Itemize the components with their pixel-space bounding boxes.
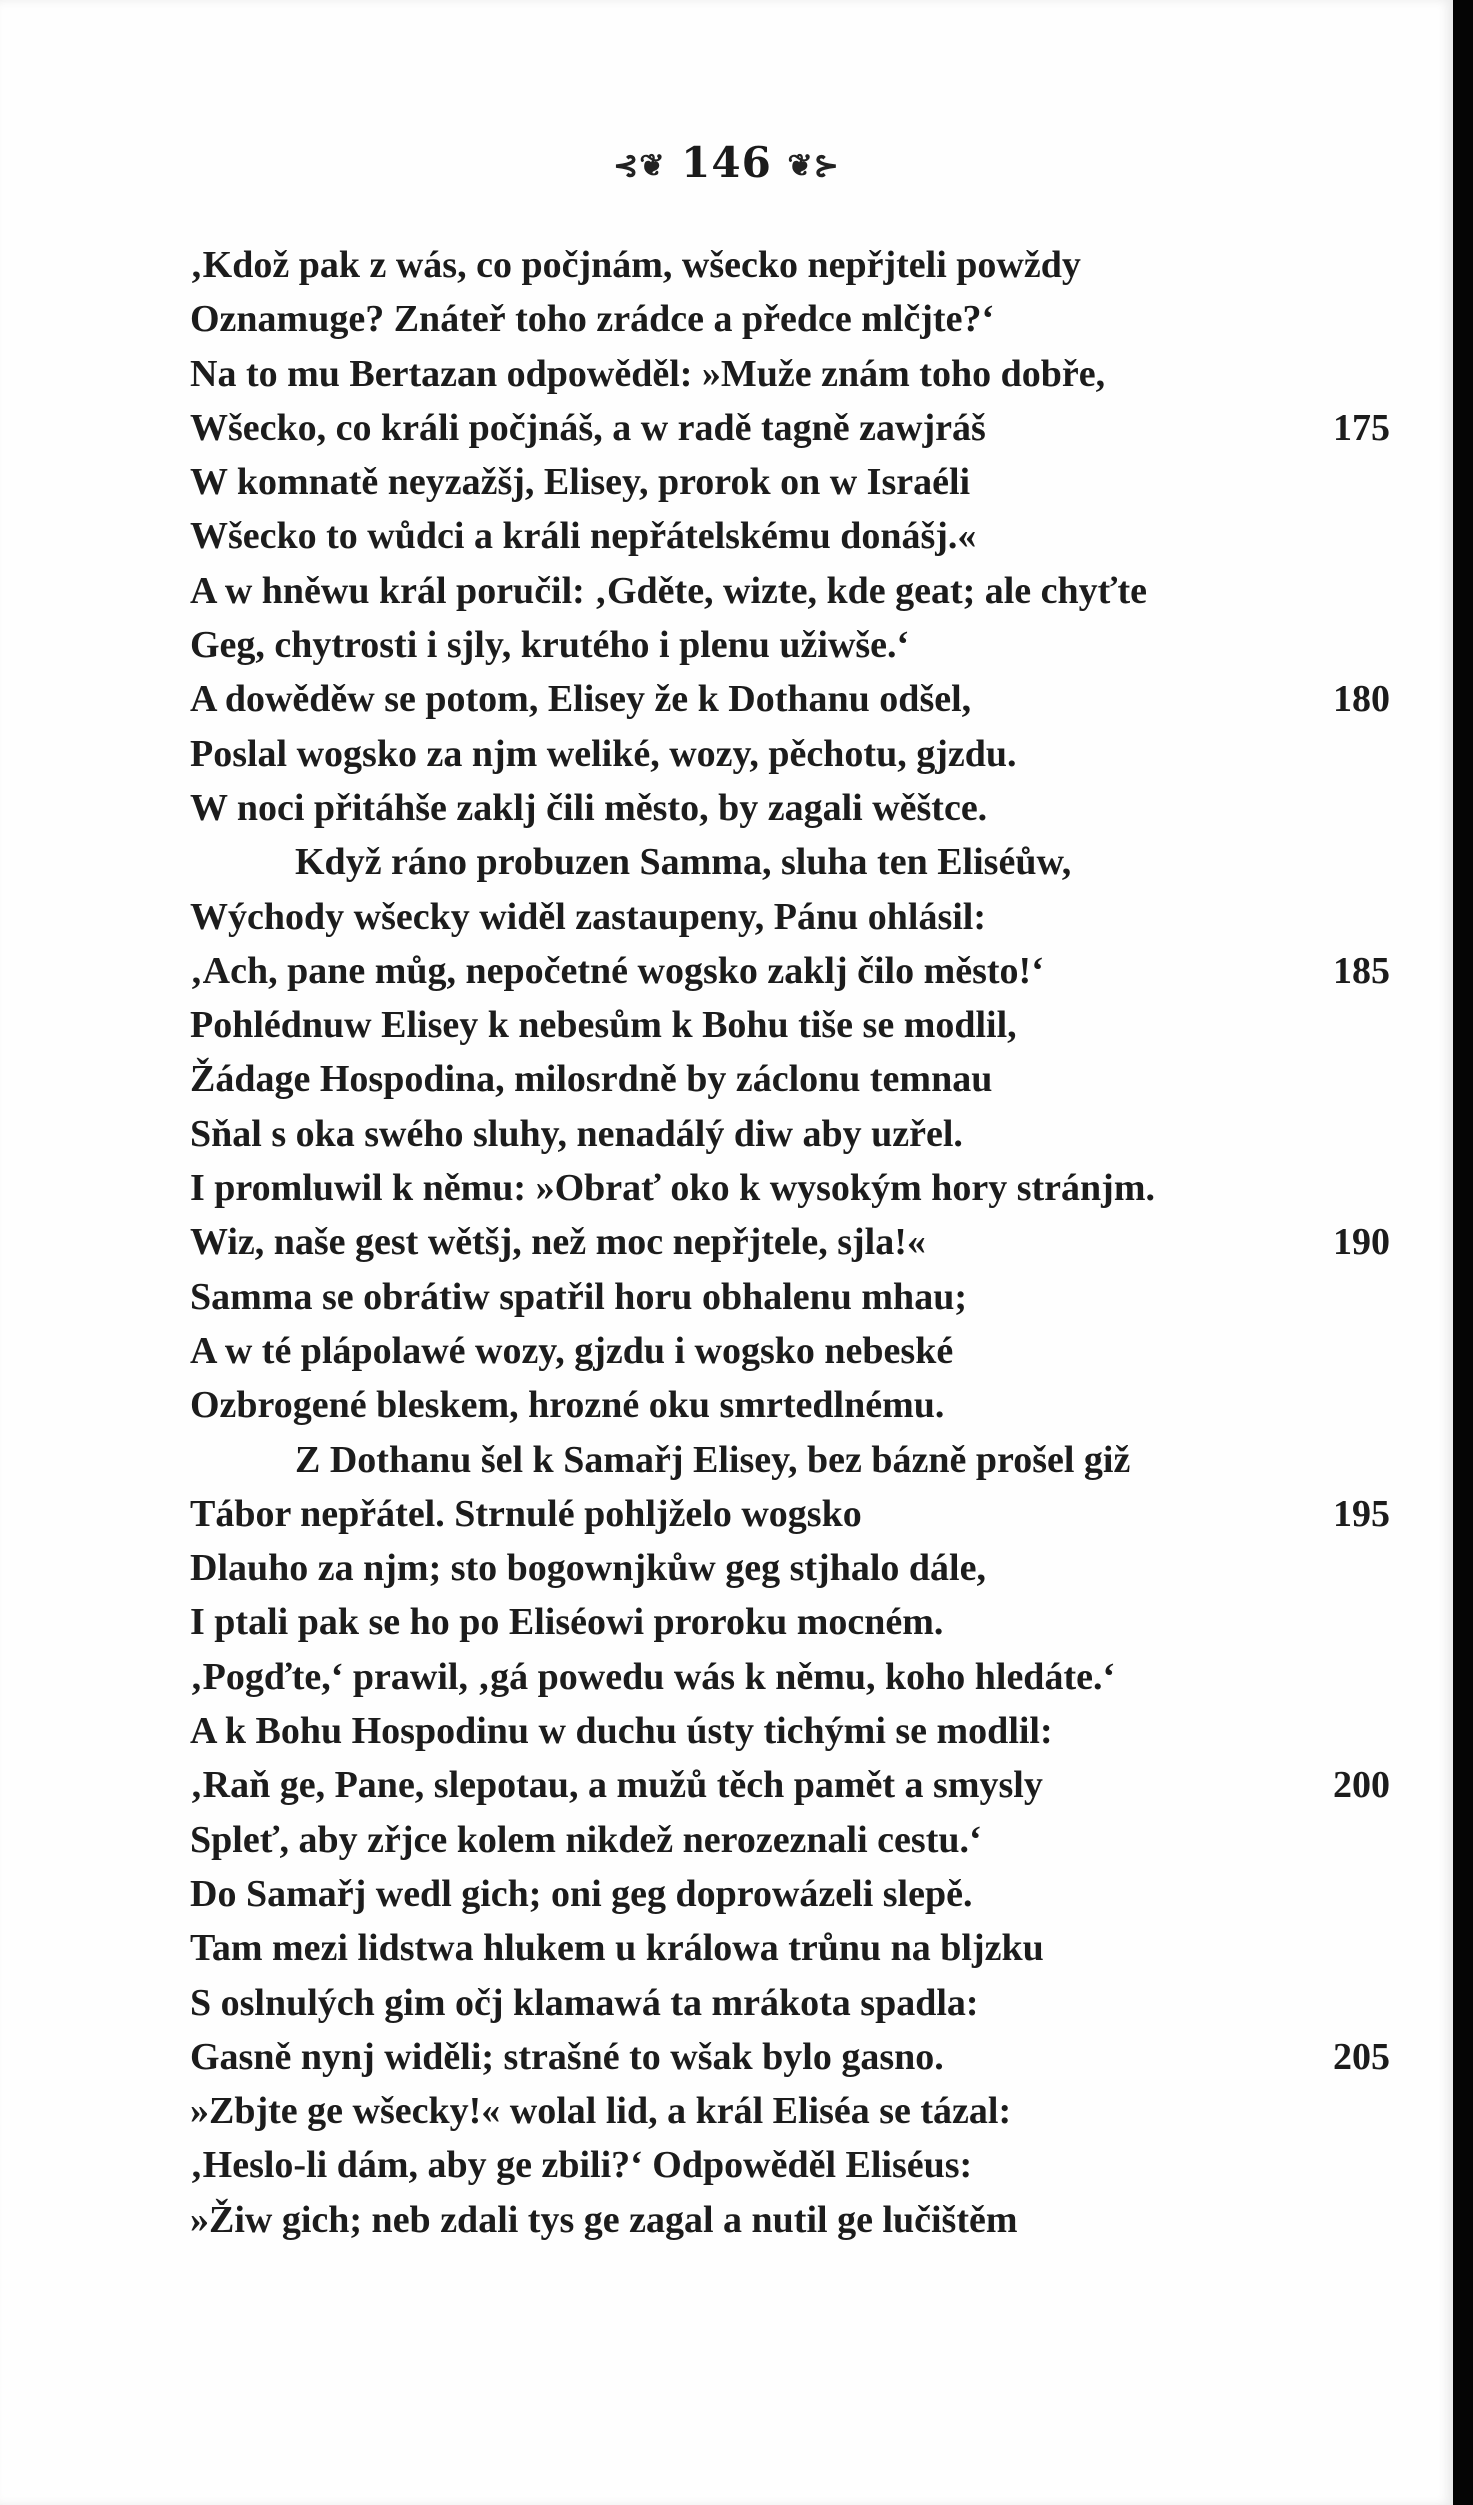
verse-text: ‚Ach, pane můg, nepočetné wogsko zaklj čilo město!‘: [190, 949, 1044, 992]
verse-text: I ptali pak se ho po Eliséowi proroku mocném.: [190, 1601, 944, 1644]
verse-line: [190, 781, 1390, 835]
verse-line: [190, 1921, 1390, 1975]
verse-text: W komnatě neyzažšj, Elisey, prorok on w Israéli: [190, 461, 971, 504]
verse-text: Poslal wogsko za njm weliké, wozy, pěchotu, gjzdu.: [190, 732, 1017, 775]
verse-line: [190, 2138, 1390, 2192]
verse-text: Pohlédnuw Elisey k nebesům k Bohu tiše se modlil,: [190, 1004, 1017, 1047]
verse-text: W noci přitáhše zaklj čili město, by zagali wěštce.: [190, 786, 988, 829]
verse-text: Sňal s oka swého sluhy, nenadálý diw aby uzřel.: [190, 1112, 963, 1155]
verse-line: [190, 1215, 1390, 1269]
ornament-right-icon: ❦⊱: [787, 148, 840, 184]
verse-line: [190, 401, 1390, 455]
ornament-left-icon: ⊰❦: [613, 148, 666, 184]
page-header: [0, 138, 1453, 187]
verse-line: [190, 1650, 1390, 1704]
verse-line: [190, 1324, 1390, 1378]
verse-line: [190, 618, 1390, 672]
verse-text: S oslnulých gim očj klamawá ta mrákota spadla:: [190, 1981, 979, 2024]
verse-text: Geg, chytrosti i sjly, krutého i plenu užiwše.‘: [190, 624, 910, 667]
verse-text: »Zbjte ge wšecky!« wolal lid, a král Eliséa se tázal:: [190, 2090, 1012, 2133]
line-number: 180: [1333, 678, 1390, 721]
verse-line: [190, 2084, 1390, 2138]
page-number: 146: [681, 138, 772, 187]
page-edge-shadow: [1453, 0, 1473, 2505]
line-number: 185: [1333, 949, 1390, 992]
verse-text: ‚Raň ge, Pane, slepotau, a mužů těch pamět a smysly: [190, 1764, 1043, 1807]
line-number: 190: [1333, 1221, 1390, 1264]
verse-text: Tábor nepřátel. Strnulé pohljželo wogsko: [190, 1492, 862, 1535]
verse-line: [190, 890, 1390, 944]
verse-text: Žádage Hospodina, milosrdně by záclonu temnau: [190, 1058, 993, 1101]
line-number: 175: [1333, 406, 1390, 449]
verse-text: ‚Kdož pak z wás, co počjnám, wšecko nepřjteli powždy: [190, 244, 1081, 286]
verse-text: A w té plápolawé wozy, gjzdu i wogsko nebeské: [190, 1329, 954, 1372]
verse-line: [190, 998, 1390, 1052]
verse-line: [190, 1052, 1390, 1106]
verse-text: Tam mezi lidstwa hlukem u králowa trůnu na bljzku: [190, 1927, 1044, 1970]
verse-text: ‚Heslo-li dám, aby ge zbili?‘ Odpowěděl Eliséus:: [190, 2144, 973, 2187]
verse-line: [190, 727, 1390, 781]
verse-text: ‚Pogďte,‘ prawil, ‚gá powedu wás k němu, koho hledáte.‘: [190, 1655, 1116, 1698]
line-number: 200: [1333, 1764, 1390, 1807]
verse-text: »Žiw gich; neb zdali tys ge zagal a nutil ge lučištěm: [190, 2198, 1018, 2241]
verse-text: Oznamuge? Znáteř toho zrádce a předce mlčjte?‘: [190, 298, 995, 341]
verse-line: [190, 1270, 1390, 1324]
verse-line: [190, 1976, 1390, 2030]
verse-line: [190, 1161, 1390, 1215]
verse-line: [190, 1541, 1390, 1595]
verse-line: [190, 564, 1390, 618]
verse-line: [190, 1487, 1390, 1541]
verse-text: A w hněwu král poručil: ‚Gděte, wizte, kde geat; ale chyťte: [190, 569, 1147, 612]
verse-text: Samma se obrátiw spatřil horu obhalenu mhau;: [190, 1275, 967, 1318]
verse-line: [190, 2030, 1390, 2084]
verse-line: [190, 292, 1390, 346]
verse-line: [190, 1595, 1390, 1649]
verse-line: [190, 1758, 1390, 1812]
verse-text: Dlauho za njm; sto bogownjkůw geg stjhalo dále,: [190, 1547, 986, 1590]
verse-line: [190, 1813, 1390, 1867]
verse-text: Wšecko, co králi počjnáš, a w radě tagně zawjráš: [190, 406, 986, 449]
verse-line: [190, 455, 1390, 509]
line-number: 195: [1333, 1492, 1390, 1535]
verse-text: I promluwil k němu: »Obrať oko k wysokým hory stránjm.: [190, 1167, 1155, 1210]
verse-line: [190, 238, 1390, 292]
verse-text: Spleť, aby zřjce kolem nikdež nerozeznali cestu.‘: [190, 1818, 982, 1861]
verse-text: Když ráno probuzen Samma, sluha ten Eliséůw,: [295, 841, 1072, 884]
verse-text: Do Samařj wedl gich; oni geg doprowázeli slepě.: [190, 1872, 973, 1915]
verse-line: [190, 509, 1390, 563]
verse-line: [190, 1107, 1390, 1161]
verse-line: [190, 2193, 1390, 2247]
verse-text: Ozbrogené bleskem, hrozné oku smrtedlnému.: [190, 1384, 945, 1427]
verse-text: A dowěděw se potom, Elisey že k Dothanu odšel,: [190, 678, 972, 721]
verse-line: [190, 1433, 1390, 1487]
verse-text: A k Bohu Hospodinu w duchu ústy tichými se modlil:: [190, 1710, 1053, 1753]
verse-line: [190, 1704, 1390, 1758]
verse-text: Z Dothanu šel k Samařj Elisey, bez bázně prošel giž: [295, 1438, 1131, 1481]
verse-text: Na to mu Bertazan odpowěděl: »Muže znám toho dobře,: [190, 352, 1106, 395]
verse-text: Wiz, naše gest wětšj, než moc nepřjtele, sjla!«: [190, 1221, 926, 1264]
poem-text: [190, 238, 1390, 2247]
verse-text: Wšecko to wůdci a králi nepřátelskému donášj.«: [190, 515, 977, 558]
verse-line: [190, 944, 1390, 998]
line-number: 205: [1333, 2035, 1390, 2078]
verse-line: [190, 835, 1390, 889]
verse-text: Gasně nynj widěli; strašné to wšak bylo gasno.: [190, 2035, 944, 2078]
verse-line: [190, 1378, 1390, 1432]
verse-line: [190, 1867, 1390, 1921]
verse-line: [190, 347, 1390, 401]
verse-line: [190, 672, 1390, 726]
verse-text: Wýchody wšecky widěl zastaupeny, Pánu ohlásil:: [190, 895, 986, 938]
